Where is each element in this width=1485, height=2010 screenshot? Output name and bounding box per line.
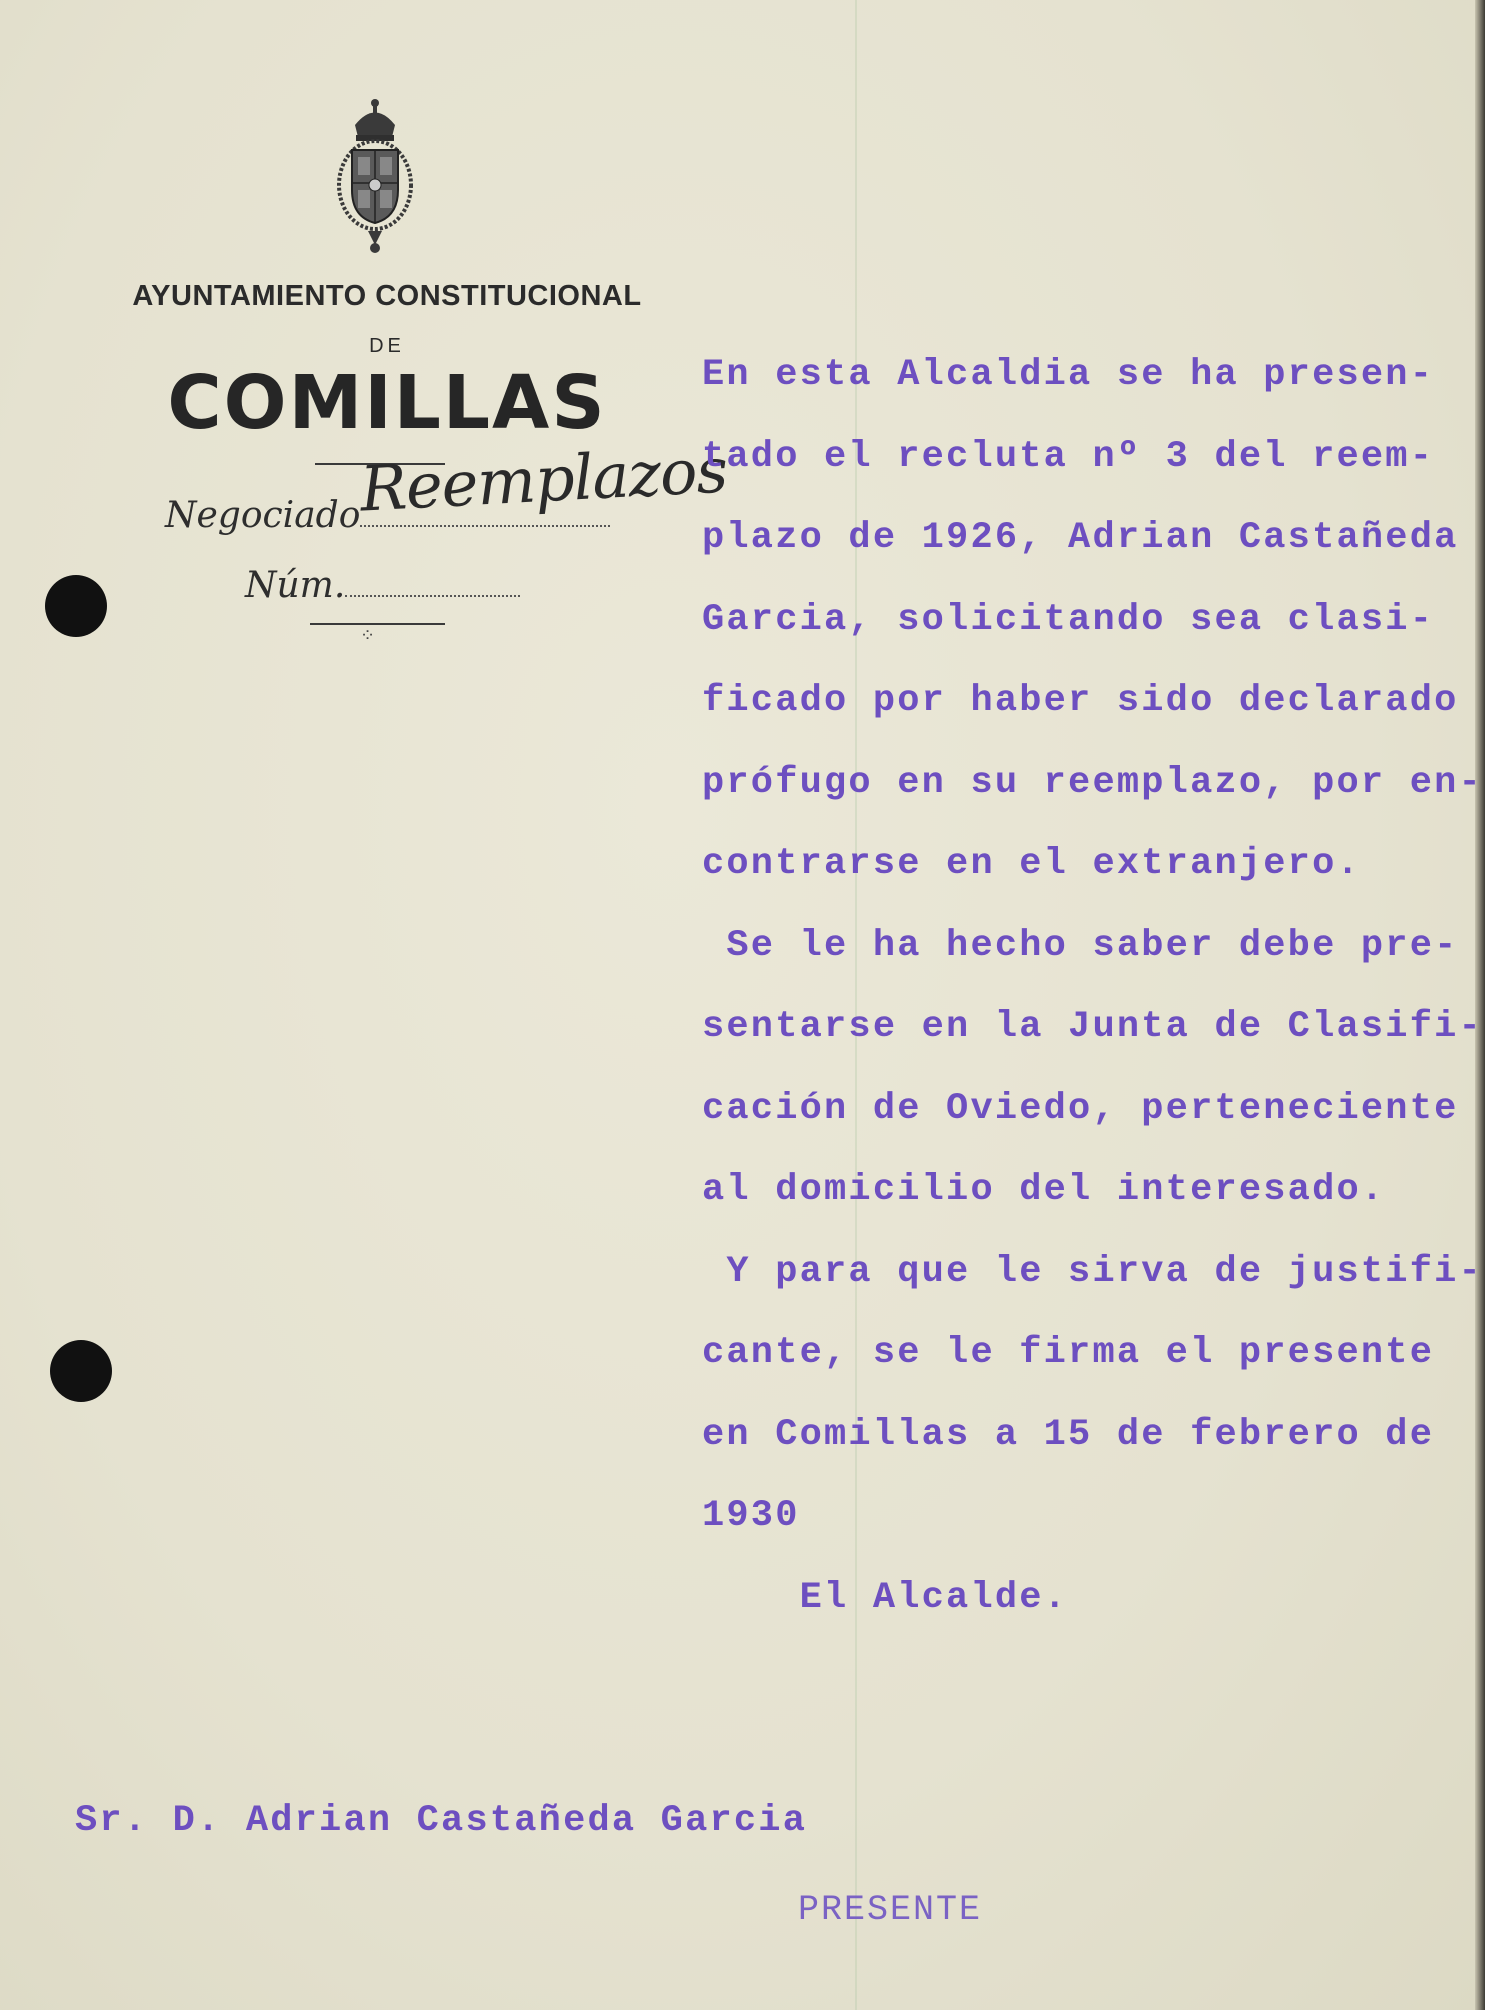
body-line: prófugo en su reemplazo, por en-	[702, 761, 1483, 804]
body-line: Garcia, solicitando sea clasi-	[702, 598, 1435, 641]
letterhead-rule-bottom	[310, 623, 445, 625]
body-line: al domicilio del interesado.	[702, 1169, 1386, 1211]
letterhead-town-name: COMILLAS	[167, 360, 607, 446]
signature-line: El Alcalde.	[702, 1576, 1069, 1619]
body-line: Se le ha hecho saber debe pre-	[702, 924, 1459, 967]
num-label: Núm.	[245, 565, 346, 606]
body-line: 1930	[702, 1495, 800, 1537]
body-line: ficado por haber sido declarado	[702, 680, 1459, 722]
ornament-icon: ⁘	[360, 625, 376, 646]
body-line: cación de Oviedo, perteneciente	[702, 1087, 1459, 1130]
body-line: contrarse en el extranjero.	[702, 843, 1361, 885]
body-line: en Comillas a 15 de febrero de	[702, 1413, 1435, 1456]
punch-hole-top	[45, 575, 107, 637]
body-line: En esta Alcaldia se ha presen-	[702, 354, 1435, 396]
recipient-line: Sr. D. Adrian Castañeda Garcia	[75, 1800, 808, 1842]
presente-line: PRESENTE	[798, 1890, 983, 1930]
body-line: Y para que le sirva de justifi-	[702, 1250, 1483, 1293]
body-line: tado el recluta nº 3 del reem-	[702, 435, 1435, 478]
punch-hole-bottom	[50, 1340, 112, 1402]
coat-of-arms-icon	[330, 95, 420, 255]
body-line: sentarse en la Junta de Clasifi-	[702, 1006, 1483, 1048]
letterhead-de: DE	[369, 335, 405, 357]
num-dotted-line	[345, 591, 520, 597]
letter-body	[702, 335, 1482, 1639]
negociado-handwritten-value: Reemplazos	[358, 433, 729, 526]
negociado-label: Negociado	[165, 495, 361, 536]
letterhead-org-line: AYUNTAMIENTO CONSTITUCIONAL	[132, 280, 642, 312]
body-line: cante, se le firma el presente	[702, 1332, 1435, 1374]
num-field	[245, 565, 520, 606]
body-line: plazo de 1926, Adrian Castañeda	[702, 517, 1459, 559]
